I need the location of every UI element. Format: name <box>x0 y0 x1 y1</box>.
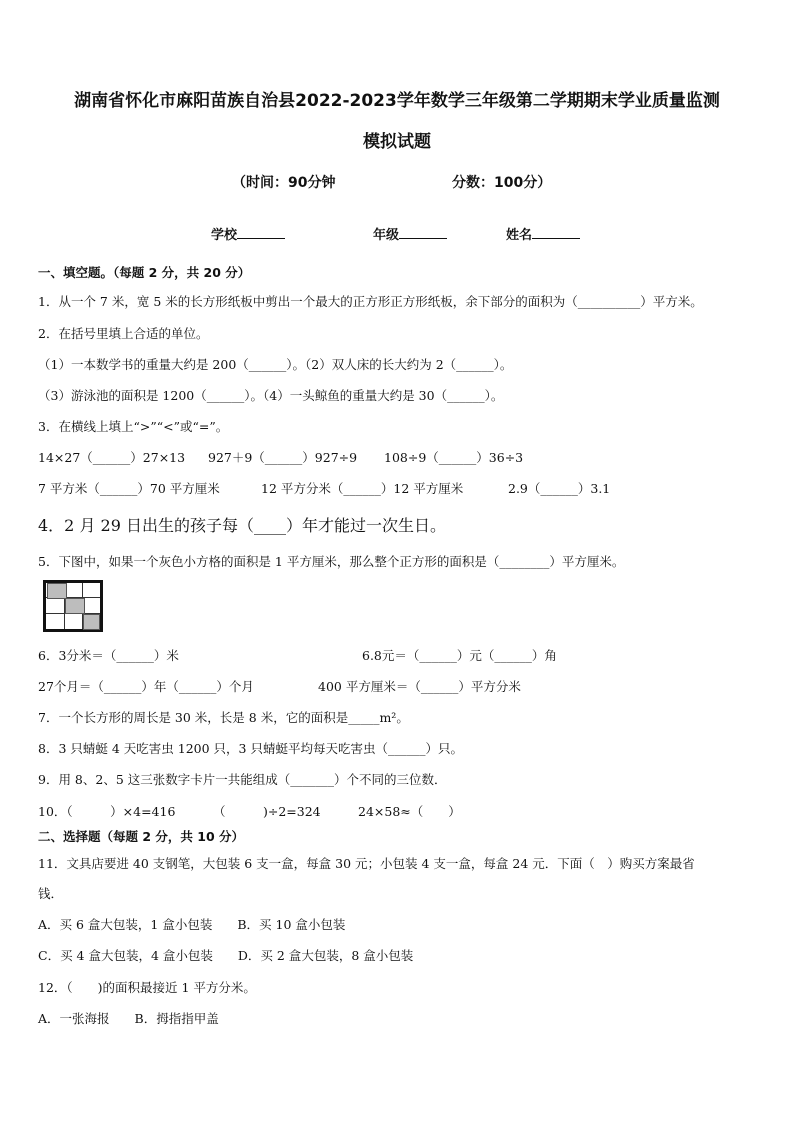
name-field <box>506 224 580 243</box>
exam-title-line1: 湖南省怀化市麻阳苗族自治县2022-2023学年数学三年级第二学期期末学业质量监测 <box>74 91 720 111</box>
school-label: 学校 <box>211 228 238 243</box>
question-7: 7．一个长方形的周长是 30 米，长是 8 米，它的面积是_____m²。 <box>38 710 409 725</box>
question-3: 3．在横线上填上“>”“<”或“=”。 <box>38 419 229 434</box>
question-2-part-a: （1）一本数学书的重量大约是 200（______）。（2）双人床的长大约为 2（______）。 <box>38 357 513 372</box>
grade-label: 年级 <box>373 228 400 243</box>
question-6-row1-item1: 6．3分米＝（______）米 <box>38 648 179 663</box>
school-blank[interactable] <box>237 226 285 239</box>
question-11-line1: 11．文具店要进 40 支钢笔，大包装 6 支一盒，每盒 30 元；小包装 4 支一盒，每盒 24 元．下面（ ）购买方案最省 <box>38 856 695 871</box>
question-11-line2: 钱． <box>38 886 64 901</box>
question-6-row2-item1: 27个月＝（______）年（______）个月 <box>38 679 254 694</box>
question-2-part-b: （3）游泳池的面积是 1200（______）。（4）一头鲸鱼的重量大约是 30（______）。 <box>38 388 504 403</box>
gray-cell-1 <box>47 583 67 599</box>
exam-title-line2: 模拟试题 <box>363 132 431 152</box>
section1-heading: 一、填空题。（每题 2 分，共 20 分） <box>38 265 251 280</box>
exam-time: （时间：90分钟 <box>232 175 336 191</box>
question-3-row2-item2: 12 平方分米（______）12 平方厘米 <box>261 481 464 496</box>
gray-cell-2 <box>65 598 85 614</box>
question-10-item2: （ )÷2=324 <box>213 804 321 819</box>
grade-blank[interactable] <box>399 226 447 239</box>
question-2: 2．在括号里填上合适的单位。 <box>38 326 209 341</box>
question-3-row1-item3: 108÷9（______）36÷3 <box>384 450 524 465</box>
name-blank[interactable] <box>532 226 580 239</box>
question-12: 12．（ )的面积最接近 1 平方分米。 <box>38 980 256 995</box>
question-3-row1-item2: 927＋9（______）927÷9 <box>208 450 358 465</box>
question-6-row2-item2: 400 平方厘米＝（______）平方分米 <box>318 679 521 694</box>
question-4: 4．2 月 29 日出生的孩子每（____）年才能过一次生日。 <box>38 516 446 535</box>
gray-cell-3 <box>83 614 100 630</box>
question-5: 5．下图中，如果一个灰色小方格的面积是 1 平方厘米，那么整个正方形的面积是（________）平方厘米。 <box>38 554 625 569</box>
section2-heading: 二、选择题（每题 2 分，共 10 分） <box>38 829 245 844</box>
question-11-options-cd: C．买 4 盒大包装，4 盒小包装 D．买 2 盒大包装，8 盒小包装 <box>38 948 414 963</box>
question-3-row2-item3: 2.9（______）3.1 <box>508 481 611 496</box>
school-field <box>211 224 285 243</box>
question-5-figure <box>43 580 103 632</box>
name-label: 姓名 <box>506 228 533 243</box>
question-9: 9．用 8、2、5 这三张数字卡片一共能组成（_______）个不同的三位数． <box>38 772 447 787</box>
question-12-options: A．一张海报 B．拇指指甲盖 <box>38 1011 219 1026</box>
grade-field <box>373 224 447 243</box>
question-8: 8．3 只蜻蜓 4 天吃害虫 1200 只，3 只蜻蜓平均每天吃害虫（______）只。 <box>38 741 463 756</box>
question-10-item3: 24×58≈（ ） <box>358 804 461 819</box>
question-10-item1: 10．（ ）×4=416 <box>38 804 176 819</box>
question-3-row1-item1: 14×27（______）27×13 <box>38 450 186 465</box>
exam-score: 分数：100分） <box>452 175 552 191</box>
question-6-row1-item2: 6.8元＝（______）元（______）角 <box>362 648 557 663</box>
question-11-options-ab: A．买 6 盒大包装，1 盒小包装 B．买 10 盒小包装 <box>38 917 346 932</box>
question-3-row2-item1: 7 平方米（______）70 平方厘米 <box>38 481 220 496</box>
question-1: 1．从一个 7 米，宽 5 米的长方形纸板中剪出一个最大的正方形正方形纸板，余下部分的面积为（__________）平方米。 <box>38 294 703 309</box>
